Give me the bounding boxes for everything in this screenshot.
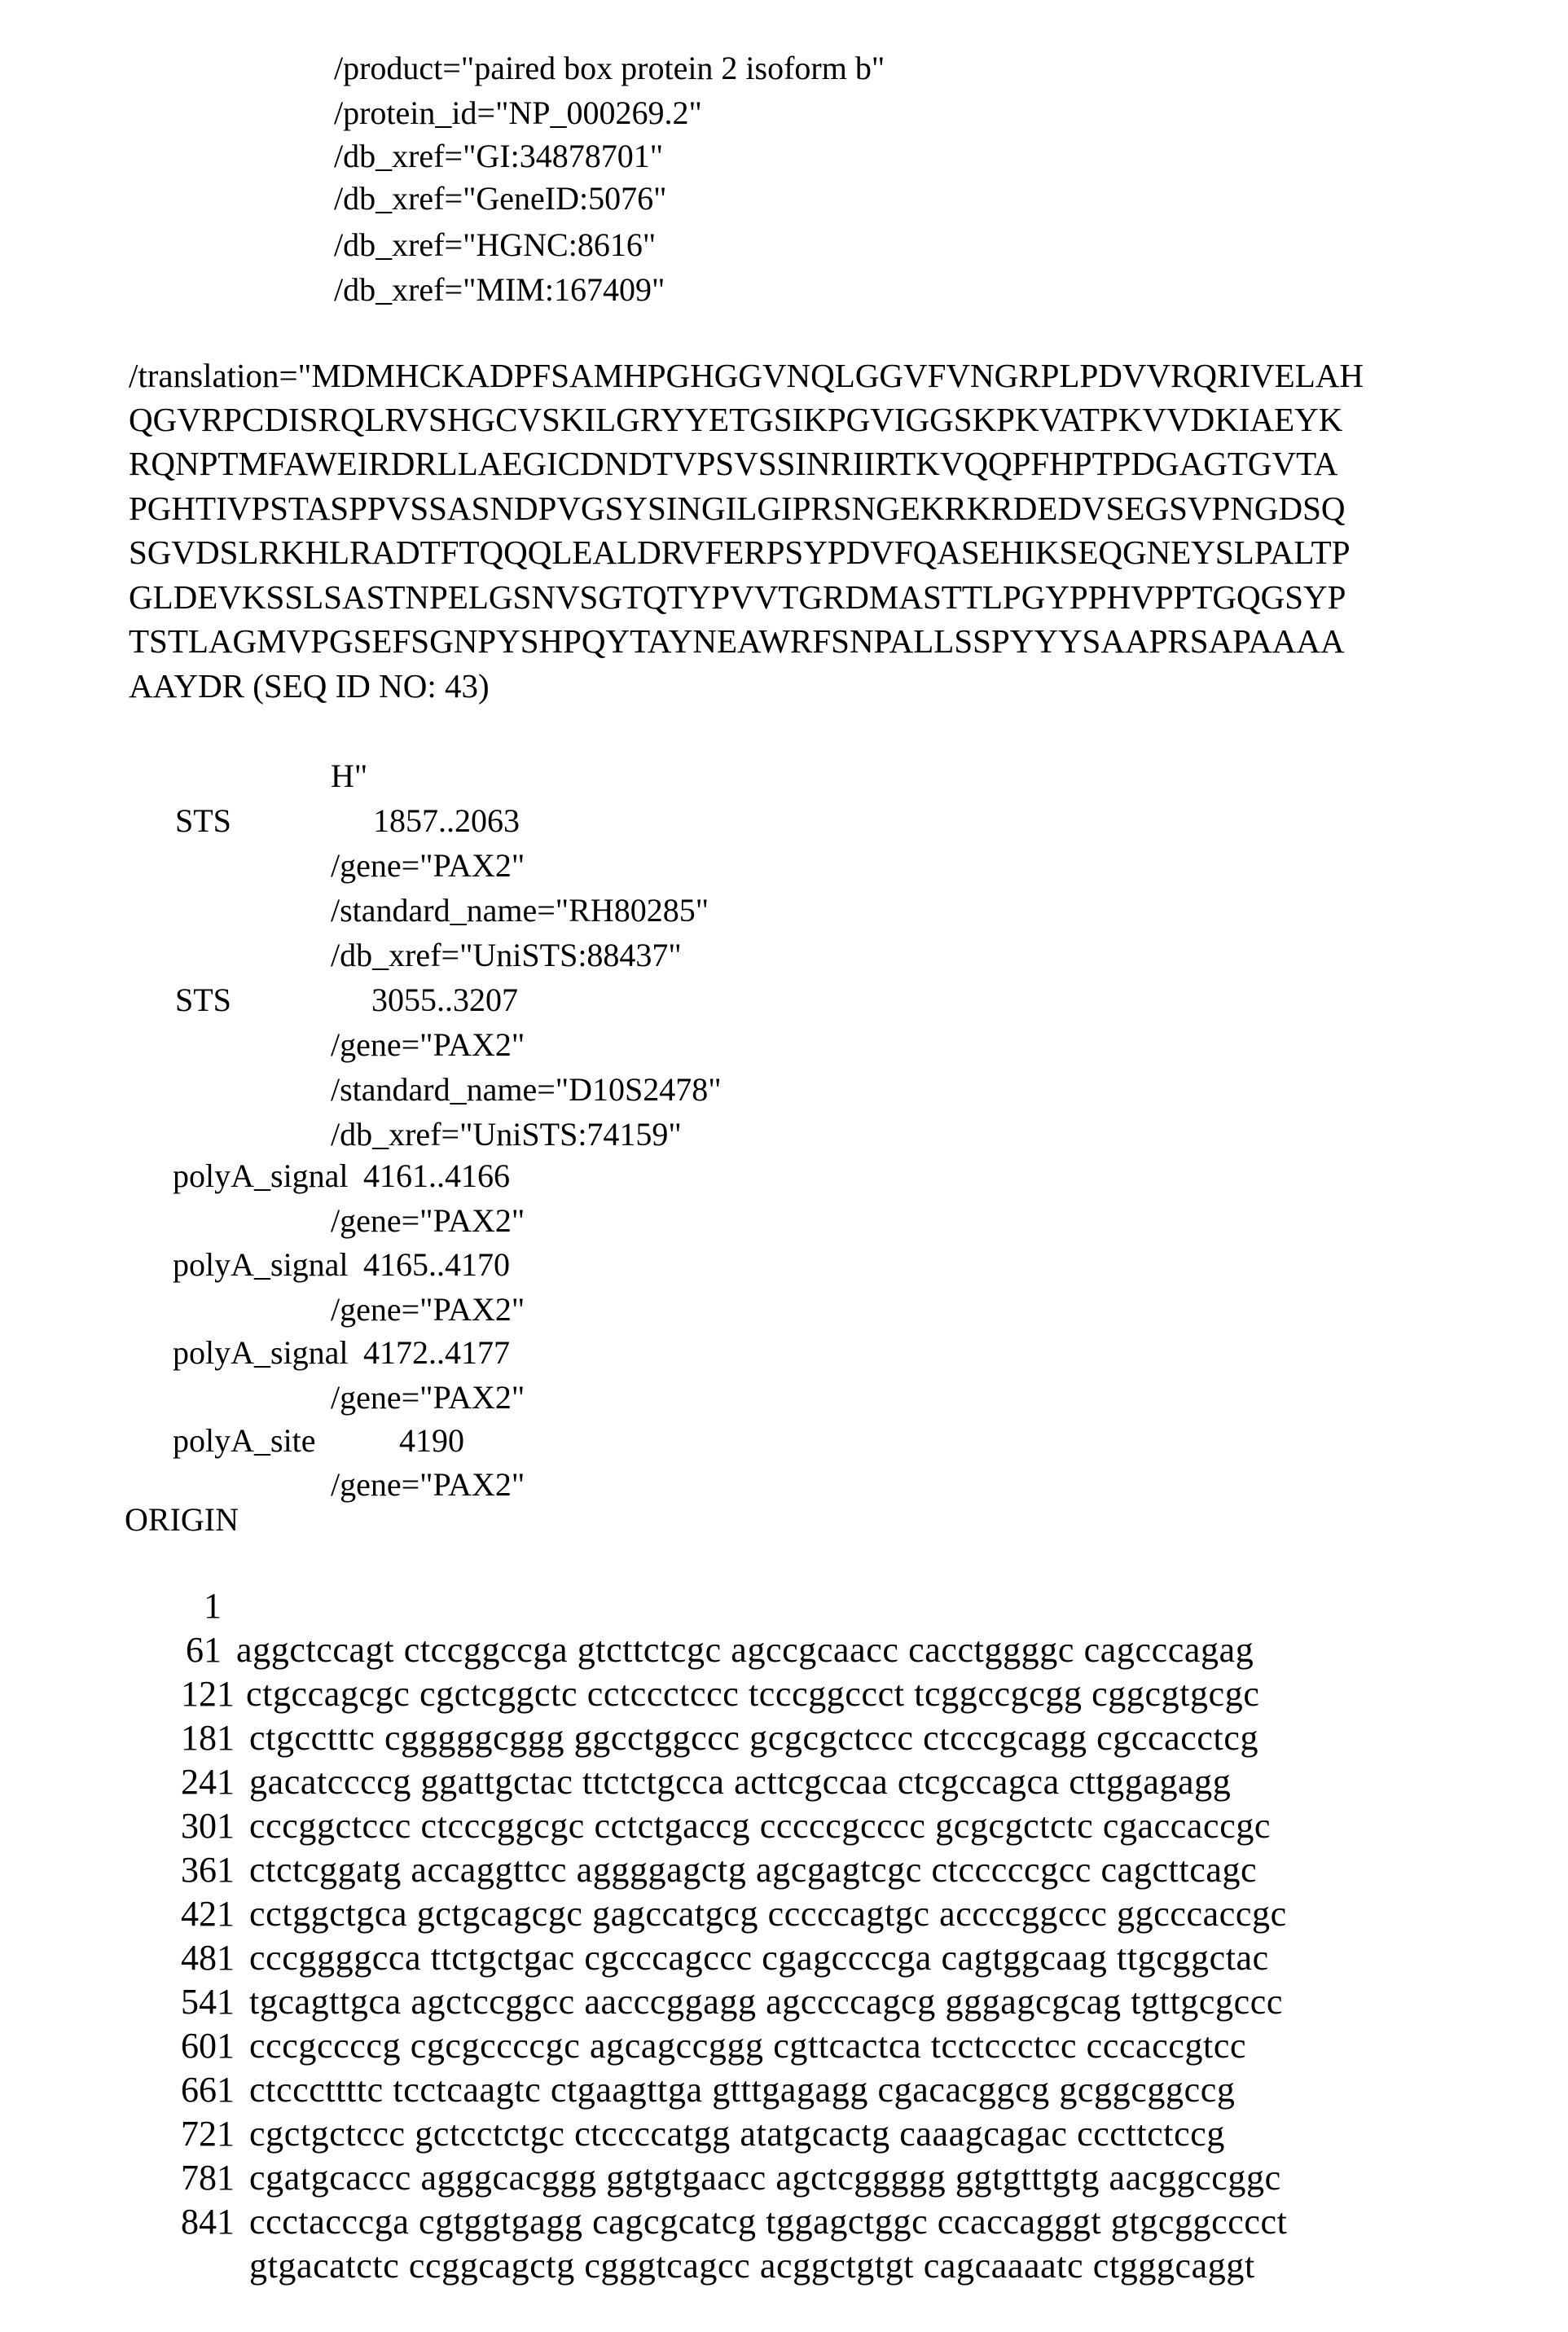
sequence-position: 181 bbox=[181, 1718, 235, 1758]
sequence-bases: ctgcctttc cgggggcggg ggcctggccc gcgcgctccc ctcccgcagg cgccacctcg bbox=[249, 1718, 1259, 1758]
sequence-bases: cgctgctccc gctcctctgc ctccccatgg atatgcactg caaagcagac cccttctccg bbox=[249, 2114, 1225, 2154]
feature-key-sts: STS bbox=[175, 982, 231, 1018]
sequence-position: 661 bbox=[181, 2070, 235, 2110]
standard-name-qualifier: /standard_name="RH80285" bbox=[331, 892, 709, 929]
feature-location: 4172..4177 bbox=[363, 1334, 510, 1371]
sequence-position: 601 bbox=[181, 2026, 235, 2066]
feature-key-polya-signal: polyA_signal bbox=[173, 1334, 349, 1371]
gene-qualifier: /gene="PAX2" bbox=[331, 1466, 525, 1503]
db-xref-hgnc: /db_xref="HGNC:8616" bbox=[334, 226, 657, 263]
translation-line: PGHTIVPSTASPPVSSASNDPVGSYSINGILGIPRSNGEKRKRDEDVSEGSVPNGDSQ bbox=[129, 490, 1346, 527]
feature-location: 4190 bbox=[399, 1422, 464, 1459]
sequence-bases: cgatgcaccc agggcacggg ggtgtgaacc agctcggggg ggtgtttgtg aacggccggc bbox=[249, 2158, 1281, 2198]
feature-location: 4161..4166 bbox=[363, 1157, 510, 1194]
product-qualifier: /product="paired box protein 2 isoform b" bbox=[334, 50, 885, 86]
translation-line: TSTLAGMVPGSEFSGNPYSHPQYTAYNEAWRFSNPALLSSPYYYSAAPRSAPAAAA bbox=[129, 622, 1345, 660]
sequence-bases: gtgacatctc ccggcagctg cgggtcagcc acggctgtgt cagcaaaatc ctgggcaggt bbox=[249, 2246, 1255, 2286]
protein-id-qualifier: /protein_id="NP_000269.2" bbox=[334, 94, 702, 131]
feature-key-polya-signal: polyA_signal bbox=[173, 1246, 349, 1283]
gene-qualifier: /gene="PAX2" bbox=[331, 1026, 525, 1063]
sequence-bases: cccgccccg cgcgccccgc agcagccggg cgttcactca tcctccctcc cccaccgtcc bbox=[249, 2026, 1247, 2066]
feature-location: 3055..3207 bbox=[371, 982, 518, 1018]
sequence-position: 541 bbox=[181, 1982, 235, 2022]
translation-line: GLDEVKSSLSASTNPELGSNVSGTQTYPVVTGRDMASTTLPGYPPHVPPTGQGSYP bbox=[129, 578, 1346, 616]
sequence-position: 241 bbox=[181, 1762, 235, 1802]
sequence-bases: ctgccagcgc cgctcggctc cctccctccc tcccggccct tcggccgcgg cggcgtgcgc bbox=[246, 1674, 1260, 1714]
gene-qualifier: /gene="PAX2" bbox=[331, 1202, 525, 1239]
origin-heading: ORIGIN bbox=[125, 1501, 239, 1538]
sequence-position: 421 bbox=[181, 1894, 235, 1934]
translation-line: /translation="MDMHCKADPFSAMHPGHGGVNQLGGVFVNGRPLPDVVRQRIVELAH bbox=[129, 357, 1364, 394]
gene-qualifier: /gene="PAX2" bbox=[331, 847, 525, 884]
sequence-position: 1 bbox=[204, 1586, 222, 1626]
sequence-bases: cccggggcca ttctgctgac cgcccagccc cgagccccga cagtggcaag ttgcggctac bbox=[249, 1938, 1269, 1978]
feature-key-sts: STS bbox=[175, 802, 231, 839]
sequence-position: 481 bbox=[181, 1938, 235, 1978]
db-xref-mim: /db_xref="MIM:167409" bbox=[334, 271, 665, 308]
gene-qualifier: /gene="PAX2" bbox=[331, 1291, 525, 1328]
translation-line: RQNPTMFAWEIRDRLLAEGICDNDTVPSVSSINRIIRTKVQQPFHPTPDGAGTGVTA bbox=[129, 445, 1338, 482]
sequence-position: 121 bbox=[181, 1674, 235, 1714]
translation-line: SGVDSLRKHLRADTFTQQQLEALDRVFERPSYPDVFQASEHIKSEQGNEYSLPALTP bbox=[129, 534, 1351, 571]
sequence-position: 61 bbox=[186, 1630, 222, 1670]
sequence-position: 841 bbox=[181, 2202, 235, 2242]
sequence-bases: tgcagttgca agctccggcc aacccggagg agccccagcg gggagcgcag tgttgcgccc bbox=[249, 1982, 1283, 2022]
feature-location: 1857..2063 bbox=[373, 802, 520, 839]
sequence-bases: gacatccccg ggattgctac ttctctgcca acttcgccaa ctcgccagca cttggagagg bbox=[249, 1762, 1232, 1802]
continuation-fragment: H" bbox=[331, 758, 368, 794]
db-xref-unists: /db_xref="UniSTS:74159" bbox=[331, 1116, 682, 1153]
sequence-position: 361 bbox=[181, 1850, 235, 1890]
gene-qualifier: /gene="PAX2" bbox=[331, 1379, 525, 1416]
sequence-bases: cccggctccc ctcccggcgc cctctgaccg cccccgcccc gcgcgctctc cgaccaccgc bbox=[249, 1806, 1272, 1846]
standard-name-qualifier: /standard_name="D10S2478" bbox=[331, 1071, 722, 1108]
sequence-position: 301 bbox=[181, 1806, 235, 1846]
db-xref-gi: /db_xref="GI:34878701" bbox=[334, 138, 664, 174]
translation-seq-id-line: AAYDR (SEQ ID NO: 43) bbox=[129, 667, 490, 705]
sequence-position: 781 bbox=[181, 2158, 235, 2198]
sequence-bases: aggctccagt ctccggccga gtcttctcgc agccgcaacc cacctggggc cagcccagag bbox=[236, 1630, 1254, 1670]
sequence-bases: ccctacccga cgtggtgagg cagcgcatcg tggagctggc ccaccagggt gtgcggcccct bbox=[249, 2202, 1288, 2242]
db-xref-geneid: /db_xref="GeneID:5076" bbox=[334, 180, 667, 217]
sequence-position: 721 bbox=[181, 2114, 235, 2154]
translation-line: QGVRPCDISRQLRVSHGCVSKILGRYYETGSIKPGVIGGSKPKVATPKVVDKIAEYK bbox=[129, 401, 1343, 438]
feature-key-polya-site: polyA_site bbox=[173, 1422, 316, 1459]
sequence-bases: cctggctgca gctgcagcgc gagccatgcg cccccagtgc accccggccc ggcccaccgc bbox=[249, 1894, 1287, 1934]
db-xref-unists: /db_xref="UniSTS:88437" bbox=[331, 937, 682, 973]
sequence-bases: ctcccttttc tcctcaagtc ctgaagttga gtttgagagg cgacacggcg gcggcggccg bbox=[249, 2070, 1236, 2110]
sequence-bases: ctctcggatg accaggttcc aggggagctg agcgagtcgc ctcccccgcc cagcttcagc bbox=[249, 1850, 1258, 1890]
feature-key-polya-signal: polyA_signal bbox=[173, 1157, 349, 1194]
feature-location: 4165..4170 bbox=[363, 1246, 510, 1283]
